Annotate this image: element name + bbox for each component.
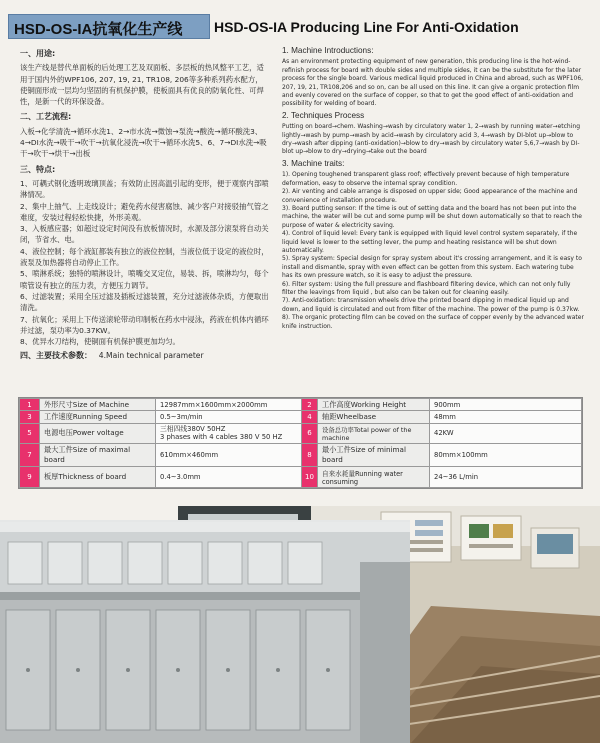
production-line-machine (0, 520, 410, 743)
cn-section-4-label: 四、主要技术参数： (20, 351, 92, 361)
row-number: 3 (20, 411, 40, 423)
en-trait-item: 6). Filter system: Using the full pressure and flashboard filtering device, which can not only fully filter the leavings from liquid , but also can be taken out for cleaning easily. (282, 280, 571, 296)
row-number: 2 (302, 399, 318, 411)
param-value: 0.5~3m/min (156, 411, 302, 423)
param-value: 三相四线380V 50HZ 3 phases with 4 cables 380 V 50 HZ (156, 423, 302, 443)
param-label: 最小工件Size of minimal board (318, 444, 430, 467)
param-label: 工作速度Running Speed (40, 411, 156, 423)
param-value: 0.4~3.0mm (156, 466, 302, 487)
cn-section-1-heading: 一、用途: (20, 49, 56, 58)
title-cn: HSD-OS-IA抗氧化生产线 (14, 21, 183, 38)
en-section-3-heading: 3. Machine traits: (282, 158, 345, 168)
en-trait-item: 1). Opening toughened transparent glass roof; effectively prevent because of high temperature deformation, easy to observe the internal spray condition. (282, 171, 570, 187)
param-label: 设备总功率Total power of the machine (318, 423, 430, 443)
en-section-1-body: As an environment protecting equipment of new generation, this producing line is the hot-wind-refinish process for board with double sides and multiple sides, it can be the substitute for the later process for the single board. Various medical liquid produced in China and abroad, such as WPF106, 207, 19, 21, TR108,206 and so on, can be all used on this line. It can give a organic protection film and evenly covered on the surface of copper, so that to get the good effect of anti-oxidation and possibility for welding of board. (282, 58, 584, 108)
row-number: 5 (20, 423, 40, 443)
param-label: 电源电压Power voltage (40, 423, 156, 443)
cn-section-3-heading: 三、特点: (20, 164, 56, 174)
en-section-2-heading: 2. Techniques Process (282, 110, 365, 120)
parameters-table (18, 397, 583, 489)
param-value: 48mm (430, 411, 582, 423)
row-number: 4 (302, 411, 318, 423)
param-value: 42KW (430, 423, 582, 443)
title-banner (8, 14, 210, 39)
cn-trait-item: 6、过滤装置；采用全压过滤及插板过滤装置，充分过滤液体杂质，方便取出清洗。 (20, 291, 269, 313)
row-number: 7 (20, 444, 40, 467)
row-number: 9 (20, 466, 40, 487)
en-trait-item: 2). Air venting and cable arrange is disposed on upper side; Good appearance of the machine and convenience of installation procedure. (282, 188, 578, 204)
table-row (20, 444, 582, 467)
english-column (282, 46, 584, 331)
row-number: 10 (302, 466, 318, 487)
cn-section-2-heading: 二、工艺流程: (20, 112, 72, 122)
machine-illustration (0, 522, 410, 743)
table-row (20, 466, 582, 487)
en-trait-item: 8). The organic protecting film can be coved on the surface of copper evenly by the advanced water knife instruction. (282, 314, 584, 330)
param-value: 900mm (430, 399, 582, 411)
table-row (20, 423, 582, 443)
en-trait-item: 5). Spray system: Special design for spray system about it's crossing arrangement, and it is easy to install and dismantle, spray with even effect can be gotten from this system. Each watering tube has its own pressure watch, so it is easy to adjust the pressure. (282, 255, 582, 280)
param-value: 24~36 L/min (430, 466, 582, 487)
en-trait-item: 3). Board putting sensor: If the time is out of setting data and the board has not been put into the machine, the water will be cut and some pump will be shut down automatically so that to reach the purpose of water & electricity saving. (282, 204, 582, 229)
param-label: 轴距Wheelbase (318, 411, 430, 423)
cn-section-4-heading (20, 350, 270, 361)
param-value: 80mm×100mm (430, 444, 582, 467)
cn-trait-item: 8、优异水刀结构，使铜面有机保护膜更加均匀。 (20, 337, 180, 347)
cn-section-2-body: 入板→化学清洗→循环水洗1、2→市水洗→微蚀→泵洗→酸洗→循环酸洗3、4→DI水洗→吸干→吹干→抗氧化浸洗→吹干→循环水洗5、6、7→DI水洗→吸干→吹干→烘干→出板 (20, 126, 267, 159)
param-label: 外形尺寸Size of Machine (40, 399, 156, 411)
param-value: 610mm×460mm (156, 444, 302, 467)
row-number: 1 (20, 399, 40, 411)
title-en: HSD-OS-IA Producing Line For Anti-Oxidation (214, 19, 519, 35)
en-trait-item: 7). Anti-oxidation: transmission wheels drive the printed board dipping in medical liquid up and down, and liquid is circulated and out from filter of the machine. The power of the pump is 0.37kw. (282, 297, 580, 313)
param-label: 工作高度Working Height (318, 399, 430, 411)
table-row (20, 411, 582, 423)
cn-trait-item: 7、抗氧化；采用上下传送滚轮带动印制板在药水中浸泳，药液在机体内循环并过滤，泵功率为0.37KW。 (20, 314, 269, 335)
row-number: 8 (302, 444, 318, 467)
page-header (0, 0, 600, 46)
en-trait-item: 4). Control of liquid level: Every tank is equipped with liquid level control system separately, if the liquid level is lower to the setting lever, the pump and heating resistance will be shut down automatically. (282, 230, 578, 254)
cn-trait-item: 2、集中上抽气、上走线设计；避免药水侵害腐蚀、减少客户对接驳抽气管之难度，安装过程轻松快捷，外形美观。 (20, 201, 269, 222)
en-section-2-body: Putting on board→chem. Washing→wash by circulatory water 1, 2→wash by running water→etching lightly→wash by pump→wash by acid→wash by circulatory acid 3, 4→wash by DI-blot up→blow to dry→wash after dipping (anti-oxidation)→blow to dry→wash by circulatory water 5,6,7→wash by DI-blot up→blow to dry→drying→take out the board (282, 123, 581, 156)
param-label: 自来水耗量Running water consuming (318, 466, 430, 487)
cn-trait-item: 3、入板感应器；如超过设定时间没有放板情况时，水源及部分滚泵将自动关闭，节省水、电。 (20, 224, 269, 245)
cn-section-1-body: 该生产线是替代单面板的后处理工艺及双面板、多层板的热风整平工艺，适用于国内外的WPF106, 207, 19, 21, TR108, 206等多种系列药水配方，使铜面形成一层均匀坚固的有机保护膜，使板面具有优良的防氧化性、可焊性，是新一代的环保设备。 (20, 63, 264, 107)
param-label: 最大工件Size of maximal board (40, 444, 156, 467)
table-row (20, 399, 582, 411)
row-number: 6 (302, 423, 318, 443)
param-value: 12987mm×1600mm×2000mm (156, 399, 302, 411)
cn-trait-item: 5、喷淋系统；独特的喷淋设计，喷嘴交叉定位，易装、拆，喷淋均匀，每个喷管设有独立的压力表，方便压力调节。 (20, 269, 269, 290)
chinese-column (20, 46, 270, 365)
en-section-4-label: 4.Main technical parameter (98, 351, 204, 361)
cn-trait-item: 1、可耦式钢化透明玻璃顶盖；有效防止因高温引起的变形，便于观察内部喷淋情况。 (20, 178, 269, 200)
cn-trait-item: 4、液位控制；每个液缸都装有独立的液位控制，当液位低于设定的液位时，液泵及加热器将自动停止工作。 (20, 246, 269, 268)
en-section-1-heading: 1. Machine Introductions: (282, 46, 374, 55)
param-label: 板厚Thickness of board (40, 466, 156, 487)
